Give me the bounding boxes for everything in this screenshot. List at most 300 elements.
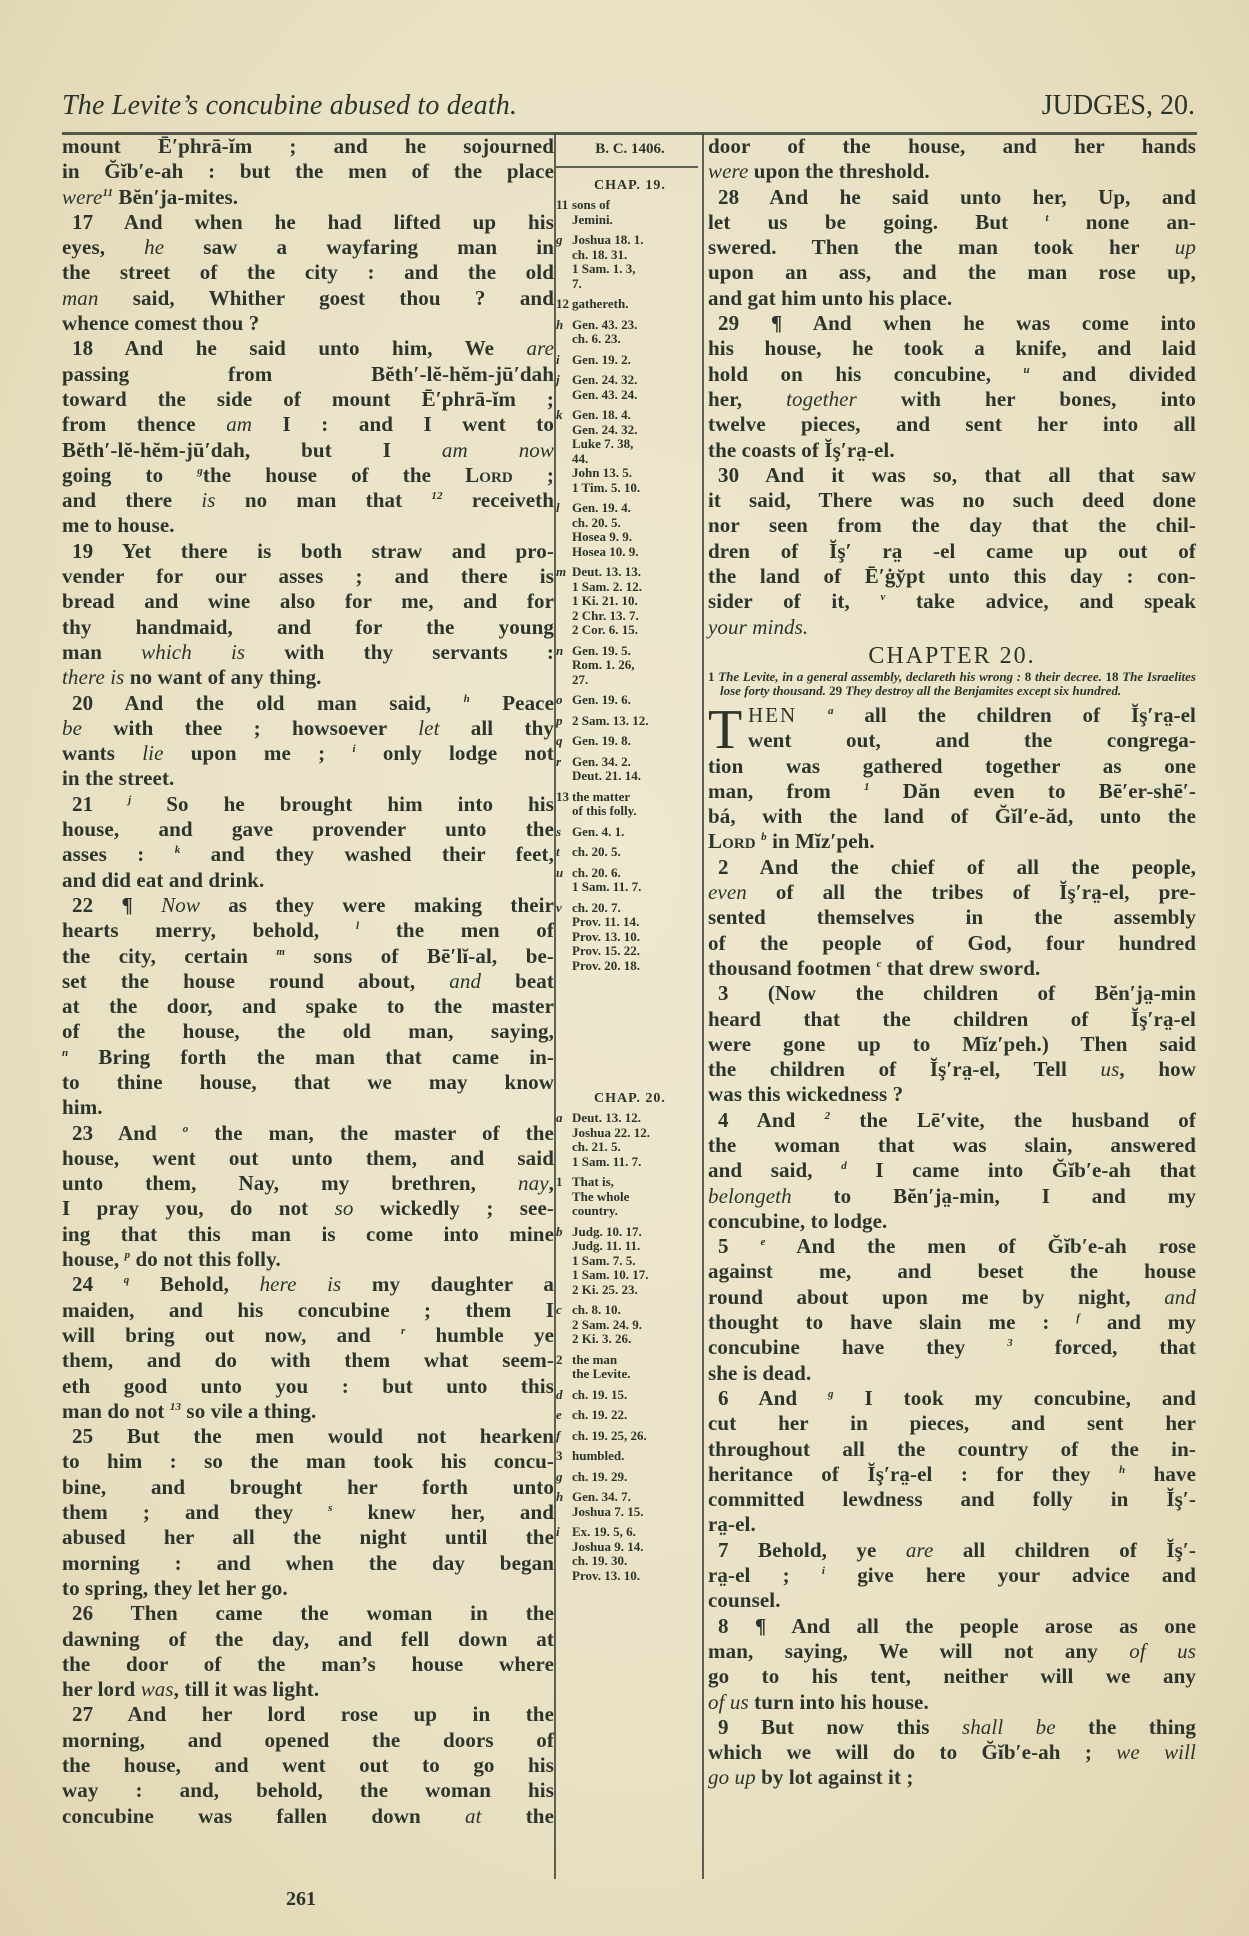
verse-line <box>708 1209 1196 1234</box>
verse-line <box>62 1500 554 1525</box>
cross-reference: Gen. 18. 4. <box>572 407 631 422</box>
verse-text: take advice, and speak <box>885 589 1196 614</box>
cross-reference: 1 Tim. 5. 10. <box>572 479 641 495</box>
verse-line <box>62 564 554 589</box>
reference-mark: h <box>463 692 470 705</box>
cross-reference: Joshua 18. 1. <box>572 232 644 247</box>
marginal-note <box>556 1470 704 1485</box>
verse-line <box>62 185 554 210</box>
note-key: g <box>556 232 563 247</box>
verse-line <box>708 905 1196 930</box>
verse-text: the men of <box>359 918 554 943</box>
note-key: g <box>556 1468 563 1484</box>
summary-text: The Israelites lose forty thousand. <box>720 668 1196 699</box>
verse-text: them ; and they <box>62 1500 329 1525</box>
cross-reference: Gen. 43. 23. <box>572 316 638 332</box>
verse-line <box>708 1335 1196 1360</box>
verse-text: passing from Bĕth′-lĕ-hĕm-jū′dah <box>62 361 554 386</box>
verse-line <box>62 741 554 766</box>
cross-reference: The whole <box>572 1188 630 1204</box>
margin-spacer <box>556 979 704 1087</box>
marginal-note <box>556 845 704 860</box>
verse-line <box>708 703 1196 728</box>
verse-text: the woman that was slain, answered <box>708 1132 1196 1157</box>
cross-reference: 7. <box>572 275 582 291</box>
verse-text: bá, with the land of Ğĭl′e-ăd, unto the <box>708 804 1196 829</box>
chapter-20-opening <box>708 698 1196 761</box>
verse-line <box>62 1601 554 1626</box>
verse-line <box>62 716 554 741</box>
left-text-column <box>62 134 554 1829</box>
marginal-note <box>556 353 704 368</box>
cross-reference: John 13. 5. <box>572 465 632 480</box>
verse-line <box>62 1576 554 1601</box>
verse-text: man do not <box>62 1398 170 1423</box>
reference-mark: d <box>841 1160 847 1173</box>
cross-reference: 2 Ki. 3. 26. <box>572 1331 632 1346</box>
note-key: n <box>556 642 564 658</box>
verse-text: the door of the man’s house where <box>62 1651 554 1676</box>
verse-line <box>708 488 1196 513</box>
reference-mark: 2 <box>824 1109 831 1122</box>
cross-reference: Gen. 19. 8. <box>572 733 631 748</box>
verse-text: , how <box>1119 1057 1196 1082</box>
verse-line <box>708 981 1196 1006</box>
verse-text: and said, <box>708 1158 842 1183</box>
book-chapter-label: JUDGES, 20. <box>1041 90 1195 121</box>
verse-line <box>62 665 554 690</box>
chapter-20-heading: CHAPTER 20. <box>868 642 1036 669</box>
verse-line <box>62 488 554 513</box>
marginal-note <box>556 1175 704 1219</box>
verse-text: sider of it, <box>708 589 881 614</box>
cross-reference: humbled. <box>572 1448 625 1463</box>
verse-line <box>708 1310 1196 1335</box>
verse-text: eth good unto you : but unto this <box>62 1373 554 1398</box>
cross-reference: 2 Cor. 6. 15. <box>572 622 638 637</box>
verse-text: 4 And <box>718 1107 825 1132</box>
verse-text: upon an ass, and the man rose up, <box>708 260 1196 285</box>
verse-text: no want of any thing. <box>124 665 322 690</box>
verse-text: abused her all the night until the <box>62 1525 554 1550</box>
verse-text: 2 And the chief of all the people, <box>718 854 1196 879</box>
italic-text: were <box>62 184 103 209</box>
verse-text: hearts merry, behold, <box>62 918 356 943</box>
verse-text: them, and do with them what seem- <box>62 1348 554 1373</box>
verse-text: 26 Then came the woman in the <box>72 1601 554 1626</box>
italic-text: man <box>62 285 99 310</box>
marginal-note <box>556 825 704 840</box>
italic-text: he <box>144 235 165 260</box>
verse-line <box>708 539 1196 564</box>
verse-line <box>708 1690 1196 1715</box>
verse-text: I pray you, do not <box>62 1196 335 1221</box>
verse-text: upon me ; <box>163 741 353 766</box>
italic-text: is <box>201 488 216 513</box>
marginal-note <box>556 1429 704 1444</box>
cross-reference: sons of <box>572 197 610 212</box>
reference-mark: t <box>1045 211 1049 224</box>
italic-text: am <box>226 412 253 437</box>
verse-text: Bĕth′-lĕ-hĕm-jū′dah, but I <box>62 437 442 462</box>
verse-line <box>708 1158 1196 1183</box>
verse-text: man, from <box>708 778 864 803</box>
verse-text: were gone up to Mĭz′peh.) Then said <box>708 1031 1196 1056</box>
cross-reference: Joshua 9. 14. <box>572 1538 644 1554</box>
verse-text: so vile a thing. <box>181 1398 317 1423</box>
italic-text: was <box>140 1677 174 1702</box>
cross-reference: ch. 19. 30. <box>572 1553 628 1568</box>
reference-mark: 1 <box>863 780 870 793</box>
note-key: r <box>556 753 562 769</box>
verse-text: said, Whither goest thou ? and <box>98 285 554 310</box>
verse-text: from thence <box>62 412 227 437</box>
verse-text: I : and I went to <box>252 412 554 437</box>
small-caps-text: Lord <box>708 829 756 854</box>
verse-text: wants <box>62 741 143 766</box>
note-key: 12 <box>556 296 569 311</box>
verse-text: tion was gathered together as one <box>708 753 1196 778</box>
verse-line <box>62 260 554 285</box>
verse-line <box>708 1057 1196 1082</box>
verse-line <box>62 1272 554 1297</box>
verse-text: swered. Then the man took her <box>708 235 1175 260</box>
cross-reference: Deut. 13. 13. <box>572 564 641 579</box>
verse-line <box>708 1108 1196 1133</box>
verse-line <box>62 640 554 665</box>
margin-date: B. C. 1406. <box>595 141 665 157</box>
cross-reference: Jemini. <box>572 211 613 227</box>
verse-line <box>62 792 554 817</box>
summary-text: The Levite, in a general assembly, declareth his wrong : <box>718 668 1025 684</box>
verse-text: cut her in pieces, and sent her <box>708 1411 1196 1436</box>
cross-reference: 1 Sam. 11. 7. <box>572 879 642 894</box>
verse-text: me to house. <box>62 513 175 538</box>
verse-line <box>708 1285 1196 1310</box>
verse-text: asses : <box>62 842 175 867</box>
verse-text: Peace <box>469 690 555 715</box>
verse-text: have <box>1125 1461 1197 1486</box>
marginal-note <box>556 755 704 784</box>
verse-text: sented themselves in the assembly <box>708 905 1196 930</box>
verse-text: man <box>62 639 142 664</box>
italic-text: we will <box>1116 1740 1196 1765</box>
italic-text: which is <box>141 639 246 664</box>
cross-reference: Deut. 13. 12. <box>572 1110 641 1125</box>
verse-text: 8 ¶ And all the people arose as one <box>718 1613 1196 1638</box>
verse-text: upon the threshold. <box>748 159 930 184</box>
cross-reference: That is, <box>572 1174 614 1189</box>
note-key: v <box>556 899 562 915</box>
cross-reference: ch. 19. 29. <box>572 1468 628 1484</box>
verse-line <box>62 311 554 336</box>
verse-line <box>708 1234 1196 1259</box>
verse-text: set the house round about, <box>62 968 450 993</box>
verse-text: nor seen from the day that the chil- <box>708 513 1196 538</box>
verse-text: him. <box>62 1095 103 1120</box>
marginal-note <box>556 1225 704 1298</box>
reference-mark: g <box>197 464 203 477</box>
verse-text: 30 And it was so, that all that saw <box>718 462 1196 487</box>
verse-line <box>62 1323 554 1348</box>
verse-text: and divided <box>1029 361 1196 386</box>
verse-line <box>62 1753 554 1778</box>
marginal-note <box>556 790 704 819</box>
italic-text: at <box>464 1803 482 1828</box>
verse-line <box>708 1563 1196 1588</box>
verse-text: the <box>481 1803 554 1828</box>
verse-line <box>708 159 1196 184</box>
verse-text: 23 And <box>72 1120 183 1145</box>
note-key: 1 <box>556 1174 563 1189</box>
cross-reference: Prov. 11. 14. <box>572 914 640 929</box>
verse-line <box>708 134 1196 159</box>
verse-text: saw a wayfaring man in <box>164 235 554 260</box>
verse-line <box>708 855 1196 880</box>
cross-reference: gathereth. <box>572 296 629 311</box>
verse-line <box>62 134 554 159</box>
verse-line <box>708 564 1196 589</box>
cross-reference: Prov. 15. 22. <box>572 943 641 958</box>
verse-line <box>62 1677 554 1702</box>
italic-text: are <box>526 336 554 361</box>
verse-text: concubine was fallen down <box>62 1803 465 1828</box>
cross-reference: 1 Sam. 2. 12. <box>572 578 643 594</box>
italic-text: go up <box>708 1765 756 1790</box>
verse-text: concubine have they <box>708 1335 1008 1360</box>
summary-text: their decree. <box>1031 668 1106 684</box>
reference-mark: k <box>174 844 181 857</box>
verse-text: knew her, and <box>332 1500 554 1525</box>
verse-line <box>708 336 1196 361</box>
verse-line <box>62 1399 554 1424</box>
verse-text: So he brought him into his <box>131 791 554 816</box>
verse-text: dren of Ĭş′ ra̤ -el came up out of <box>708 538 1196 563</box>
italic-text: were <box>708 159 749 184</box>
verse-line <box>62 1804 554 1829</box>
verse-text: as they were making their <box>199 892 554 917</box>
reference-mark: e <box>760 1236 766 1249</box>
note-key: b <box>556 1223 563 1239</box>
reference-mark: f <box>1076 1312 1081 1325</box>
note-key: c <box>556 1302 562 1317</box>
verse-text: the street of the city : and the old <box>62 260 554 285</box>
verse-line <box>708 880 1196 905</box>
verse-text: do not this folly. <box>130 1247 281 1272</box>
verse-line <box>708 1007 1196 1032</box>
verse-line <box>708 804 1196 829</box>
verse-text: the thing <box>1055 1714 1197 1739</box>
verse-line <box>62 286 554 311</box>
italic-text: us <box>1100 1057 1120 1082</box>
verse-line <box>708 1512 1196 1537</box>
cross-reference: ch. 20. 7. <box>572 899 621 915</box>
italic-text: even <box>708 880 747 905</box>
cross-reference: 2 Ki. 25. 23. <box>572 1281 638 1297</box>
verse-text: bread and wine also for me, and for <box>62 589 554 614</box>
cross-reference: Gen. 24. 32. <box>572 421 638 437</box>
note-key: h <box>556 316 564 332</box>
verse-text: the coasts of Ĭş′ra̤-el. <box>708 437 895 462</box>
verse-text: house, <box>62 1247 125 1272</box>
verse-text: she is dead. <box>708 1360 812 1385</box>
cross-reference: Gen. 34. 7. <box>572 1489 631 1504</box>
verse-text: her, <box>708 386 787 411</box>
note-key: l <box>556 500 560 515</box>
cross-reference: the Levite. <box>572 1366 631 1381</box>
verse-line <box>62 615 554 640</box>
marginal-note <box>556 693 704 708</box>
summary-text: They destroy all the Benjamites except six hundred. <box>842 683 1122 699</box>
verse-text: 6 And <box>718 1385 829 1410</box>
verse-line <box>62 994 554 1019</box>
verse-line <box>62 336 554 361</box>
verse-line <box>708 387 1196 412</box>
verse-text: only lodge not <box>355 741 554 766</box>
verse-text: with her bones, into <box>856 386 1196 411</box>
cross-reference: ch. 19. 25, 26. <box>572 1427 647 1443</box>
chapter-19-end <box>708 134 1196 640</box>
cross-reference: ch. 19. 22. <box>572 1407 628 1422</box>
marginal-note <box>556 198 704 227</box>
verse-line <box>708 311 1196 336</box>
verse-line <box>708 1361 1196 1386</box>
reference-mark: r <box>400 1324 406 1337</box>
verse-line <box>62 463 554 488</box>
cross-reference: Prov. 20. 18. <box>572 957 641 973</box>
verse-text: door of the house, and her hands <box>708 134 1196 158</box>
italic-text: lie <box>142 741 164 766</box>
marginal-note <box>556 1490 704 1519</box>
cross-reference: country. <box>572 1203 618 1218</box>
note-key: 3 <box>556 1448 563 1463</box>
verse-line <box>62 1045 554 1070</box>
cross-reference: Prov. 13. 10. <box>572 928 641 944</box>
verse-text: 20 And the old man said, <box>72 690 464 715</box>
verse-text: to him : so the man took his concu- <box>62 1449 554 1474</box>
cross-reference: Rom. 1. 26, <box>572 657 635 672</box>
verse-line <box>62 1019 554 1044</box>
cross-reference: Gen. 4. 1. <box>572 823 625 839</box>
verse-text: in Mĭz′peh. <box>766 829 875 854</box>
verse-line <box>62 1778 554 1803</box>
reference-mark: j <box>128 793 132 806</box>
verse-line <box>708 1437 1196 1462</box>
verse-text: 27 And her lord rose up in the <box>72 1702 554 1727</box>
cross-reference: 1 Sam. 10. 17. <box>572 1267 649 1282</box>
marginal-note <box>556 901 704 974</box>
verse-text: of the house, the old man, saying, <box>62 1019 554 1044</box>
verse-text: and my <box>1080 1310 1196 1335</box>
note-key: 13 <box>556 788 569 804</box>
verse-line <box>62 1222 554 1247</box>
verse-text: I took my concubine, and <box>833 1385 1196 1410</box>
chapter-19-notes <box>556 198 704 973</box>
cross-reference: Joshua 7. 15. <box>572 1503 644 1519</box>
verse-text: , till it was light. <box>173 1677 320 1702</box>
marginal-note <box>556 1525 704 1583</box>
verse-text: the man, the master of the <box>188 1120 554 1145</box>
verse-text: And the men of Ğĭb′e-ah rose <box>765 1234 1196 1259</box>
verse-line <box>708 589 1196 614</box>
verse-text: 5 <box>718 1234 761 1259</box>
verse-text: round about upon me by night, <box>708 1284 1165 1309</box>
verse-text: Bĕn′ja-mites. <box>113 184 239 209</box>
verse-line <box>62 1525 554 1550</box>
verse-text: whence comest thou ? <box>62 311 260 336</box>
verse-line <box>62 438 554 463</box>
marginal-note <box>556 565 704 638</box>
italic-text: together <box>786 386 857 411</box>
note-key: d <box>556 1386 563 1402</box>
verse-text: way : and, behold, the woman his <box>62 1778 554 1803</box>
cross-reference: Ex. 19. 5, 6. <box>572 1524 636 1539</box>
verse-line <box>708 1538 1196 1563</box>
verse-text: which we will do to Ğĭb′e-ah ; <box>708 1740 1117 1765</box>
cross-reference: 1 Ki. 21. 10. <box>572 593 638 608</box>
reference-mark: a <box>827 704 834 717</box>
cross-reference: the matter <box>572 788 631 804</box>
verse-line <box>62 1348 554 1373</box>
verse-text: give here your advice and <box>825 1563 1196 1588</box>
verse-text: the house, and went out to go his <box>62 1753 554 1777</box>
verse-line <box>62 691 554 716</box>
verse-text: all the children of Ĭş′ra̤-el <box>833 702 1196 727</box>
verse-line <box>708 513 1196 538</box>
verse-line <box>62 362 554 387</box>
verse-line <box>62 387 554 412</box>
cross-reference: Joshua 22. 12. <box>572 1124 651 1140</box>
verse-text: thought to have slain me : <box>708 1310 1077 1335</box>
verse-line <box>62 589 554 614</box>
running-header <box>62 90 1195 130</box>
marginal-note <box>556 318 704 347</box>
verse-line <box>708 931 1196 956</box>
verse-text: twelve pieces, and sent her into all <box>708 412 1196 437</box>
italic-text: be <box>62 715 83 740</box>
verse-line <box>708 754 1196 779</box>
verse-line <box>708 1740 1196 1765</box>
italic-text: your minds. <box>708 614 809 639</box>
note-key: e <box>556 1407 562 1422</box>
verse-text: of the people of God, four hundred <box>708 930 1196 955</box>
verse-text: dawning of the day, and fell down at <box>62 1626 554 1651</box>
verse-text: I came into Ğĭb′e-ah that <box>846 1158 1197 1183</box>
italic-text: belongeth <box>708 1183 792 1208</box>
marginal-note <box>556 233 704 291</box>
note-key: i <box>556 351 560 367</box>
cross-reference: Gen. 43. 24. <box>572 386 638 402</box>
verse-text: all children of Ĭş′- <box>933 1537 1196 1562</box>
verse-line <box>708 260 1196 285</box>
italic-text: let <box>418 715 440 740</box>
verse-line <box>708 286 1196 311</box>
verse-line <box>62 159 554 184</box>
verse-text: vender for our asses ; and there is <box>62 564 554 589</box>
verse-text: at the door, and spake to the master <box>62 994 554 1019</box>
verse-line <box>708 1639 1196 1664</box>
note-key: s <box>556 823 562 839</box>
verse-text: thy handmaid, and for the young <box>62 614 554 639</box>
cross-reference: Judg. 10. 17. <box>572 1223 642 1239</box>
reference-mark: 11 <box>102 186 114 199</box>
cross-reference: Luke 7. 38, <box>572 436 634 451</box>
verse-text: in the street. <box>62 766 175 791</box>
verse-line <box>708 956 1196 981</box>
verse-text: thousand footmen <box>708 955 877 980</box>
verse-line <box>708 829 1196 854</box>
verse-line <box>62 1121 554 1146</box>
